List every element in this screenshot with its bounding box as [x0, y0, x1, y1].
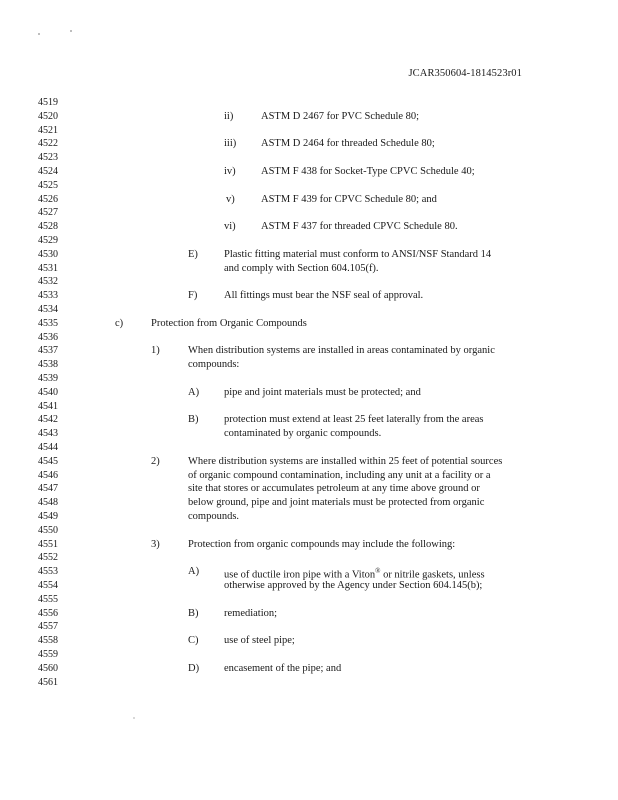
line-number: 4543	[38, 428, 58, 440]
item-text: otherwise approved by the Agency under Section 604.145(b);	[224, 580, 483, 591]
section-heading: Protection from Organic Compounds	[151, 317, 307, 329]
item-text: Where distribution systems are installed within 25 feet of potential sources	[188, 455, 503, 467]
registered-mark: ®	[375, 567, 381, 576]
line-number: 4551	[38, 538, 58, 550]
item-text: All fittings must bear the NSF seal of approval.	[224, 290, 424, 302]
item-text: ASTM D 2467 for PVC Schedule 80;	[261, 110, 420, 122]
section-marker: c)	[115, 317, 124, 329]
item-text: When distribution systems are installed in areas contaminated by organic	[188, 345, 495, 357]
item-text: contaminated by organic compounds.	[224, 428, 382, 440]
line-number: 4539	[38, 373, 58, 384]
line-number: 4544	[38, 442, 58, 453]
line-number: 4527	[38, 207, 58, 219]
item-text: ASTM F 437 for threaded CPVC Schedule 80.	[261, 221, 458, 233]
line-number: 4558	[38, 635, 58, 647]
line-number: 4545	[38, 455, 58, 467]
item-text: use of steel pipe;	[224, 635, 295, 647]
line-number: 4532	[38, 276, 58, 288]
scan-speck	[70, 30, 72, 32]
line-number: 4530	[38, 248, 58, 260]
line-number: 4529	[38, 235, 58, 246]
item-text: ASTM D 2464 for threaded Schedule 80;	[261, 138, 435, 150]
line-number: 4533	[38, 290, 58, 302]
item-marker: v)	[226, 193, 235, 205]
item-marker: D)	[188, 662, 200, 674]
item-text: below ground, pipe and joint materials must be protected from organic	[188, 497, 485, 509]
item-marker: ii)	[224, 110, 234, 122]
line-number: 4553	[38, 566, 58, 578]
line-number: 4548	[38, 497, 58, 509]
item-marker: A)	[188, 566, 200, 578]
line-number: 4540	[38, 386, 58, 398]
scan-speck	[133, 717, 135, 719]
document-id-header: JCAR350604-1814523r01	[408, 68, 522, 79]
line-number: 4521	[38, 124, 58, 136]
line-number: 4552	[38, 552, 58, 564]
item-marker: vi)	[224, 221, 236, 233]
item-text: and comply with Section 604.105(f).	[224, 262, 379, 274]
line-number: 4554	[38, 580, 58, 591]
item-marker: 1)	[151, 345, 160, 357]
line-number: 4550	[38, 524, 58, 536]
item-text-part: use of ductile iron pipe with a Viton	[224, 569, 376, 581]
line-number: 4549	[38, 511, 58, 522]
item-marker: 2)	[151, 455, 160, 467]
item-marker: C)	[188, 635, 199, 647]
line-number: 4536	[38, 331, 58, 343]
item-text: remediation;	[224, 607, 278, 619]
line-number: 4524	[38, 166, 58, 177]
line-number: 4555	[38, 593, 58, 605]
item-marker: 3)	[151, 538, 160, 550]
line-number: 4534	[38, 304, 58, 315]
item-text: Plastic fitting material must conform to ANSI/NSF Standard 14	[224, 248, 492, 260]
item-marker: A)	[188, 386, 200, 398]
line-number: 4541	[38, 400, 58, 412]
item-text: of organic compound contamination, including any unit at a facility or a	[188, 469, 491, 481]
line-number: 4542	[38, 414, 58, 426]
item-text: Protection from organic compounds may include the following:	[188, 538, 456, 550]
item-text-part: or nitrile gaskets, unless	[380, 569, 485, 581]
line-number: 4556	[38, 607, 58, 619]
line-number: 4538	[38, 359, 58, 371]
line-number: 4557	[38, 621, 58, 633]
line-number: 4546	[38, 469, 58, 481]
item-marker: iii)	[224, 138, 237, 150]
item-text: protection must extend at least 25 feet laterally from the areas	[224, 414, 484, 426]
item-marker: iv)	[224, 166, 236, 177]
line-number: 4525	[38, 179, 58, 191]
line-number: 4528	[38, 221, 58, 233]
item-text: compounds.	[188, 511, 240, 522]
item-marker: B)	[188, 607, 199, 619]
item-text: compounds:	[188, 359, 240, 371]
item-text: encasement of the pipe; and	[224, 662, 342, 674]
line-number: 4526	[38, 193, 58, 205]
line-number: 4531	[38, 262, 58, 274]
line-number: 4520	[38, 110, 58, 122]
item-marker: F)	[188, 290, 198, 302]
scan-speck	[38, 33, 40, 35]
line-number: 4523	[38, 152, 58, 164]
item-text: ASTM F 439 for CPVC Schedule 80; and	[261, 193, 437, 205]
line-number: 4559	[38, 649, 58, 660]
item-text: ASTM F 438 for Socket-Type CPVC Schedule 40;	[261, 166, 475, 177]
line-number: 4560	[38, 662, 58, 674]
item-marker: B)	[188, 414, 199, 426]
item-text: pipe and joint materials must be protected; and	[224, 386, 421, 398]
line-number: 4547	[38, 483, 58, 495]
line-number: 4519	[38, 97, 58, 108]
item-marker: E)	[188, 248, 198, 260]
item-text: site that stores or accumulates petroleum at any time above ground or	[188, 483, 480, 495]
line-number: 4561	[38, 676, 58, 688]
line-number: 4535	[38, 317, 58, 329]
line-number: 4522	[38, 138, 58, 150]
line-number: 4537	[38, 345, 58, 357]
